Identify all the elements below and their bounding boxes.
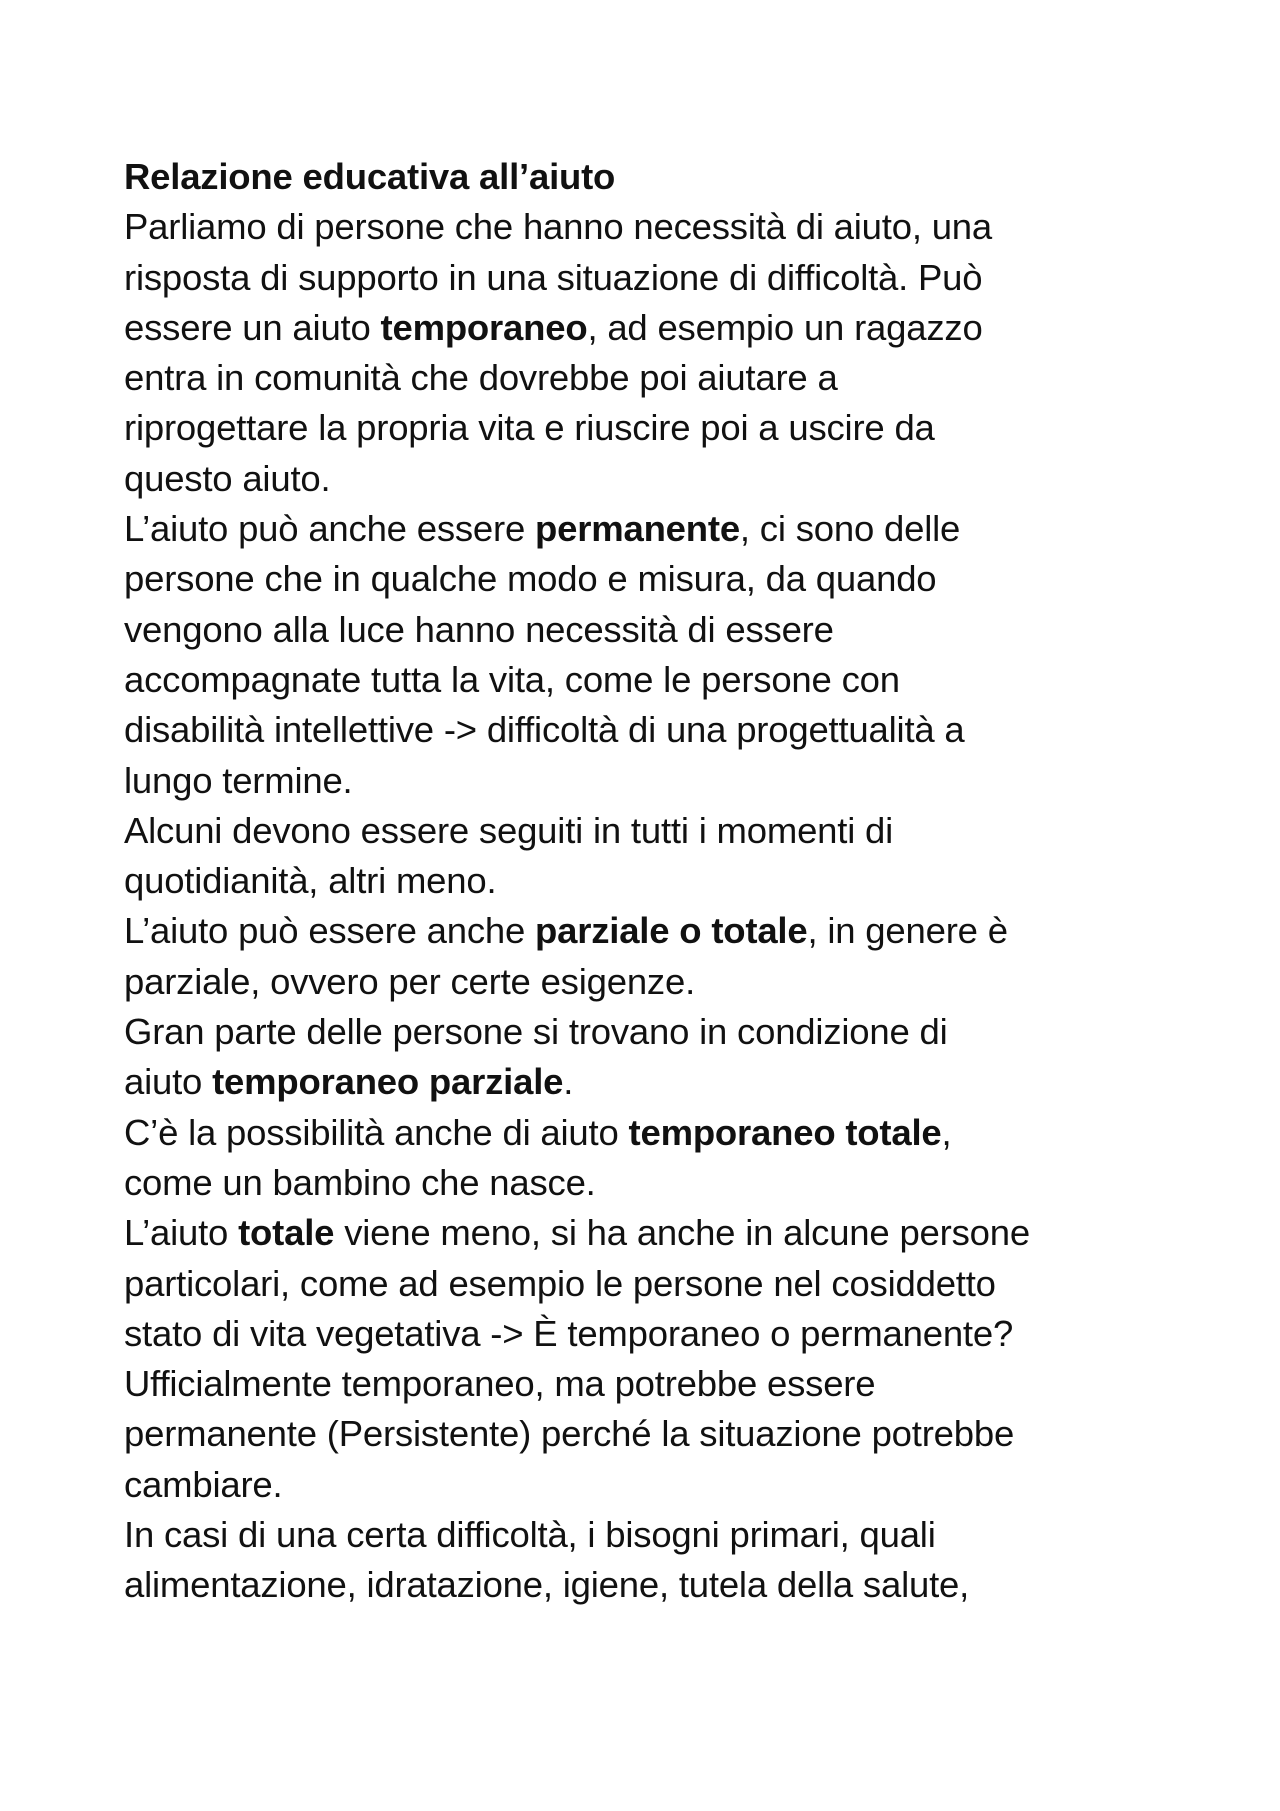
text-run: Parliamo di persone che hanno necessità di aiuto, una	[124, 206, 993, 248]
text-line	[124, 353, 1204, 403]
text-run: particolari, come ad esempio le persone nel cosiddetto	[124, 1262, 996, 1304]
text-line	[124, 1560, 1204, 1610]
text-run: alimentazione, idratazione, igiene, tutela della salute,	[124, 1564, 970, 1606]
text-run: , in genere è	[807, 910, 1008, 952]
text-run: viene meno, si ha anche in alcune persone	[334, 1212, 1030, 1254]
text-run: questo aiuto.	[124, 457, 331, 499]
text-run: L’aiuto può essere anche	[124, 910, 536, 952]
bold-term: totale	[238, 1212, 335, 1254]
text-line	[124, 705, 1204, 755]
text-run: lungo termine.	[124, 759, 353, 801]
paragraph	[124, 202, 1204, 504]
text-run: essere un aiuto	[124, 306, 381, 348]
text-line	[124, 655, 1204, 705]
text-run: parziale, ovvero per certe esigenze.	[124, 960, 696, 1002]
bold-term: temporaneo	[380, 306, 588, 348]
text-line	[124, 1057, 1204, 1107]
text-run: riprogettare la propria vita e riuscire poi a uscire da	[124, 407, 935, 449]
text-run: quotidianità, altri meno.	[124, 860, 497, 902]
text-run: entra in comunità che dovrebbe poi aiutare a	[124, 357, 838, 399]
text-run: Ufficialmente temporaneo, ma potrebbe essere	[124, 1363, 876, 1405]
bold-term: parziale o totale	[535, 910, 808, 952]
document-body	[124, 202, 1204, 1610]
text-run: L’aiuto può anche essere	[124, 508, 536, 550]
text-run: disabilità intellettive -> difficoltà di una progettualità a	[124, 709, 965, 751]
document-title: Relazione educativa all’aiuto	[124, 156, 616, 197]
text-line	[124, 1359, 1204, 1409]
text-run: persone che in qualche modo e misura, da quando	[124, 558, 937, 600]
paragraph	[124, 1108, 1204, 1209]
text-run: cambiare.	[124, 1463, 283, 1505]
text-line	[124, 906, 1204, 956]
text-line	[124, 1409, 1204, 1459]
text-line	[124, 605, 1204, 655]
text-line	[124, 253, 1204, 303]
text-line	[124, 554, 1204, 604]
document-page	[124, 152, 1204, 1611]
bold-term: temporaneo parziale	[212, 1061, 564, 1103]
text-run: , ad esempio un ragazzo	[587, 306, 983, 348]
paragraph	[124, 906, 1204, 1007]
text-run: stato di vita vegetativa -> È temporaneo o permanente?	[124, 1312, 1014, 1354]
text-line	[124, 303, 1204, 353]
text-run: Alcuni devono essere seguiti in tutti i momenti di	[124, 809, 894, 851]
bold-term: permanente	[535, 508, 740, 550]
text-line	[124, 1158, 1204, 1208]
text-line	[124, 806, 1204, 856]
text-line	[124, 1108, 1204, 1158]
text-line	[124, 1460, 1204, 1510]
text-run: L’aiuto	[124, 1212, 239, 1254]
text-line	[124, 454, 1204, 504]
paragraph	[124, 1510, 1204, 1611]
text-run: In casi di una certa difficoltà, i bisogni primari, quali	[124, 1514, 936, 1556]
text-line	[124, 1259, 1204, 1309]
text-run: accompagnate tutta la vita, come le persone con	[124, 658, 900, 700]
text-run: vengono alla luce hanno necessità di essere	[124, 608, 834, 650]
bold-term: temporaneo totale	[628, 1111, 942, 1153]
paragraph	[124, 1208, 1204, 1510]
text-line	[124, 1208, 1204, 1258]
text-run: C’è la possibilità anche di aiuto	[124, 1111, 629, 1153]
text-line	[124, 504, 1204, 554]
text-run: , ci sono delle	[739, 508, 961, 550]
text-run: ,	[941, 1111, 952, 1153]
text-run: permanente (Persistente) perché la situazione potrebbe	[124, 1413, 1015, 1455]
paragraph	[124, 806, 1204, 907]
text-run: .	[563, 1061, 574, 1103]
text-run: Gran parte delle persone si trovano in condizione di	[124, 1011, 948, 1053]
text-line	[124, 202, 1204, 252]
paragraph	[124, 1007, 1204, 1108]
text-line	[124, 957, 1204, 1007]
text-run: risposta di supporto in una situazione di difficoltà. Può	[124, 256, 983, 298]
text-line	[124, 1007, 1204, 1057]
text-run: come un bambino che nasce.	[124, 1161, 596, 1203]
text-line	[124, 756, 1204, 806]
text-line	[124, 1309, 1204, 1359]
paragraph	[124, 504, 1204, 806]
text-line	[124, 856, 1204, 906]
text-run: aiuto	[124, 1061, 213, 1103]
text-line	[124, 403, 1204, 453]
text-line	[124, 1510, 1204, 1560]
